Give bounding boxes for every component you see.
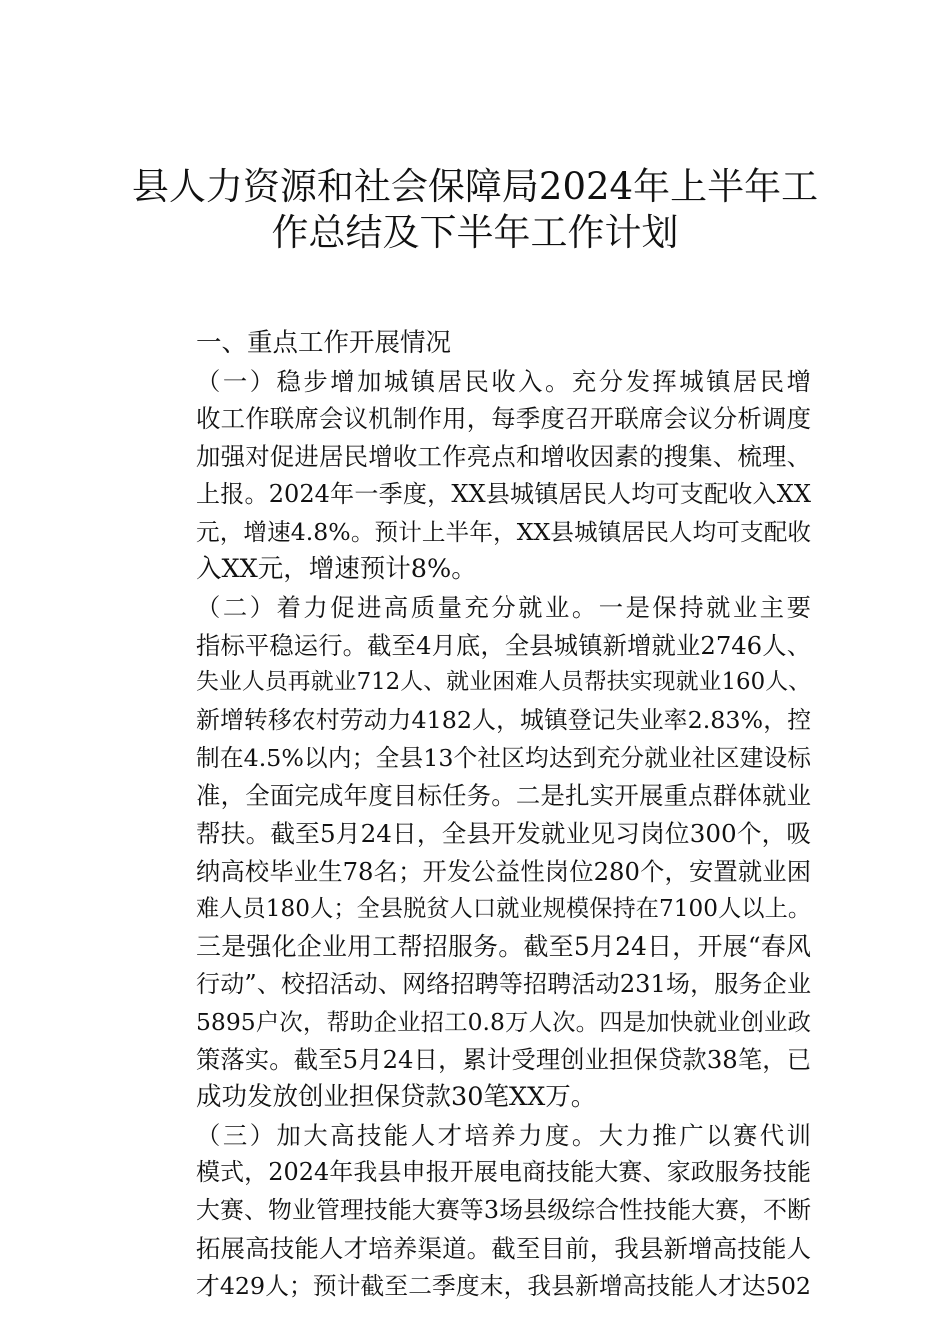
document-title-line-1: 县人力资源和社会保障局2024年上半年工 [131,165,819,208]
paragraph-2-line: 5895户次，帮助企业招工0.8万人次。四是加快就业创业政 [196,1007,811,1036]
paragraph-3-line: 拓展高技能人才培养渠道。截至目前，我县新增高技能人 [196,1233,811,1263]
paragraph-2-line: 准，全面完成年度目标任务。二是扎实开展重点群体就业 [196,781,811,811]
paragraph-1-line: （一）稳步增加城镇居民收入。充分发挥城镇居民增 [196,366,811,396]
paragraph-1 [145,363,811,589]
paragraph-2-line: 三是强化企业用工帮招服务。截至5月24日，开展“春风 [196,932,811,962]
paragraph-1-line: 加强对促进居民增收工作亮点和增收因素的搜集、梳理、 [196,442,811,472]
paragraph-3-line: （三）加大高技能人才培养力度。大力推广以赛代训 [196,1120,811,1150]
section-heading: 一、重点工作开展情况 [196,328,452,358]
paragraph-3 [145,1117,811,1306]
document-title-line-2: 作总结及下半年工作计划 [271,211,679,254]
document-body [145,325,811,1305]
paragraph-2-line: （二）着力促进高质量充分就业。一是保持就业主要 [196,592,811,622]
paragraph-2-line: 纳高校毕业生78名；开发公益性岗位280个，安置就业困 [196,856,811,886]
paragraph-3-line: 大赛、物业管理技能大赛等3场县级综合性技能大赛，不断 [196,1196,811,1225]
paragraph-1-line: 收工作联席会议机制作用，每季度召开联席会议分析调度 [196,404,811,434]
paragraph-2-line: 帮扶。截至5月24日，全县开发就业见习岗位300个，吸 [196,819,811,849]
paragraph-1-line: 上报。2024年一季度，XX县城镇居民人均可支配收入XX [196,479,811,508]
paragraph-2-line: 新增转移农村劳动力4182人，城镇登记失业率2.83%，控 [196,706,811,735]
paragraph-1-line: 元，增速4.8%。预计上半年，XX县城镇居民人均可支配收 [196,517,811,546]
paragraph-2-line: 成功发放创业担保贷款30笔XX万。 [196,1082,597,1113]
paragraph-2-line: 难人员180人；全县脱贫人口就业规模保持在7100人以上。 [196,895,811,922]
paragraph-2 [145,589,811,1117]
paragraph-2-line: 指标平稳运行。截至4月底，全县城镇新增就业2746人、 [196,630,811,660]
paragraph-1-line: 入XX元，增速预计8%。 [196,554,477,585]
paragraph-2-line: 制在4.5%以内；全县13个社区均达到充分就业社区建设标 [196,743,811,772]
paragraph-2-line: 失业人员再就业712人、就业困难人员帮扶实现就业160人、 [196,669,811,696]
paragraph-2-line: 策落实。截至5月24日，累计受理创业担保贷款38笔，已 [196,1045,811,1075]
paragraph-2-line: 行动”、校招活动、网络招聘等招聘活动231场，服务企业 [196,969,811,998]
paragraph-3-line: 模式，2024年我县申报开展电商技能大赛、家政服务技能 [196,1158,811,1187]
paragraph-3-line: 才429人；预计截至二季度末，我县新增高技能人才达502 [196,1271,811,1300]
